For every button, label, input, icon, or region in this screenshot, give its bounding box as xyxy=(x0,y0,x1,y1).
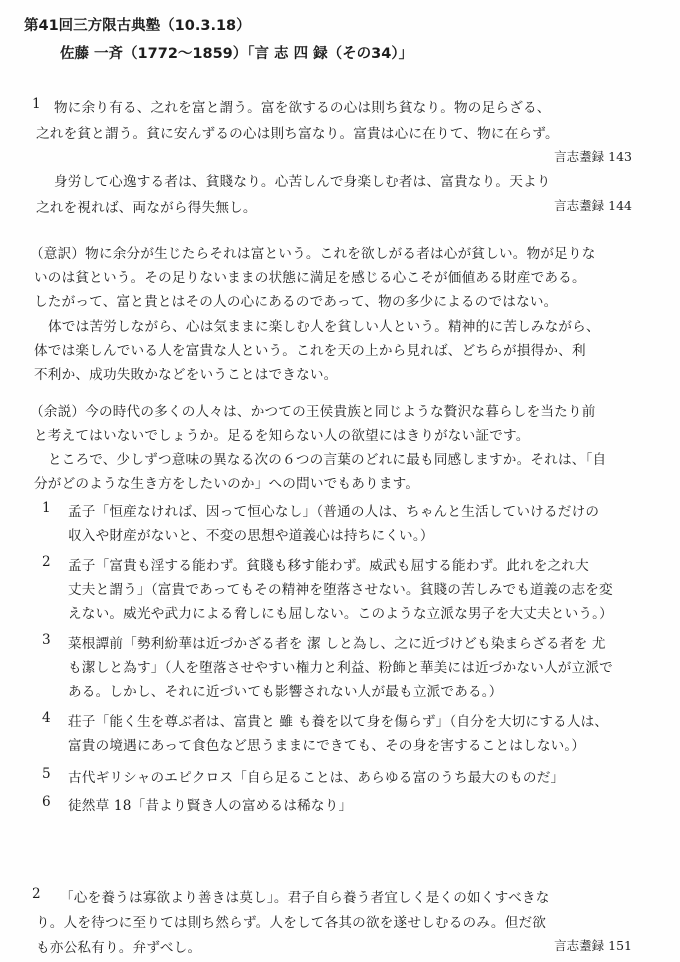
item-line: 菜根譚前「勢利紛華は近づかざる者を 潔 しと為し、之に近づけども染まらざる者を 尤 xyxy=(68,636,606,652)
iyaku-line: （意訳）物に余分が生じたらそれは富という。これを欲しがる者は心が貧しい。物が足りな xyxy=(30,246,596,262)
iyaku-line: 体では苦労しながら、心は気ままに楽しむ人を貧しい人という。精神的に苦しみながら、 xyxy=(48,319,600,335)
item-line: えない。威光や武力による脅しにも屈しない。このような立派な男子を大丈夫という。） xyxy=(68,606,613,622)
iyaku-line: いのは貧という。その足りないままの状態に満足を感じる心こそが価値ある財産である。 xyxy=(34,270,586,286)
author-title: 佐藤 一斉（1772～1859）「言 志 四 録（その34）」 xyxy=(60,46,414,62)
item-line: も潔しと為す」（人を堕落させやすい権力と利益、粉飾と華美には近づかない人が立派で xyxy=(68,660,613,676)
yosetsu-line: と考えてはいないでしょうか。足るを知らない人の欲望にはきりがない証です。 xyxy=(34,428,530,444)
yosetsu-line: ところで、少しずつ意味の異なる次の６つの言葉のどれに最も同感しますか。それは、「自 xyxy=(48,452,607,468)
item-number: 6 xyxy=(42,794,51,810)
item-number: 3 xyxy=(42,632,51,648)
section-1-source: 言志耋録 144 xyxy=(554,198,632,213)
section-2-source: 言志耋録 151 xyxy=(554,938,632,953)
item-line: 丈夫と謂う」（富貴であってもその精神を堕落させない。貧賤の苦しみでも道義の志を変 xyxy=(68,582,613,598)
section-1-line: 物に余り有る、之れを富と謂う。富を欲するの心は則ち貧なり。物の足らざる、 xyxy=(54,100,551,116)
item-number: 1 xyxy=(42,500,51,516)
item-line: ある。しかし、それに近づいても影響されない人が最も立派である。） xyxy=(68,684,503,700)
session-title: 第41回三方限古典塾（10.3.18） xyxy=(24,18,251,34)
section-1-line: 身労して心逸する者は、貧賤なり。心苦しんで身楽しむ者は、富貴なり。天より xyxy=(54,174,551,190)
section-2-line: 「心を養うは寡欲より善きは莫し」。君子自ら養う者宜しく是くの如くすべきな xyxy=(60,890,550,906)
iyaku-line: 不利か、成功失敗かなどをいうことはできない。 xyxy=(34,367,338,383)
item-number: 5 xyxy=(42,766,51,782)
item-line: 富貴の境遇にあって食色など思うままにできても、その身を害することはしない。） xyxy=(68,738,586,754)
item-line: 収入や財産がないと、不変の思想や道義心は持ちにくい。） xyxy=(68,528,434,544)
item-line: 徒然草 18「昔より賢き人の富めるは稀なり」 xyxy=(68,798,353,814)
section-1-number: 1 xyxy=(32,96,41,112)
item-number: 2 xyxy=(42,554,51,570)
item-line: 孟子「富貴も淫する能わず。貧賤も移す能わず。威武も屈する能わず。此れを之れ大 xyxy=(68,558,589,574)
item-line: 孟子「恒産なければ、因って恒心なし」（普通の人は、ちゃんと生活していけるだけの xyxy=(68,504,600,520)
yosetsu-line: （余説）今の時代の多くの人々は、かつての王侯貴族と同じような贅沢な暮らしを当たり前 xyxy=(30,404,596,420)
section-1-line: 之れを貧と謂う。貧に安んずるの心は則ち富なり。富貴は心に在りて、物に在らず。 xyxy=(36,126,559,142)
item-number: 4 xyxy=(42,710,51,726)
section-1-line: 之れを視れば、両ながら得失無し。 xyxy=(36,200,257,216)
iyaku-line: したがって、富と貴とはその人の心にあるのであって、物の多少によるのではない。 xyxy=(34,294,558,310)
item-line: 荘子「能く生を尊ぶ者は、富貴と 雖 も養を以て身を傷らず」（自分を大切にする人は、 xyxy=(68,714,609,730)
item-line: 古代ギリシャのエピクロス「自ら足ることは、あらゆる富のうち最大のものだ」 xyxy=(68,770,565,786)
section-2-number: 2 xyxy=(32,886,41,902)
iyaku-line: 体では楽しんでいる人を富貴な人という。これを天の上から見れば、どちらが損得か、利 xyxy=(34,343,586,359)
section-1-source: 言志耋録 143 xyxy=(554,149,632,164)
section-2-line: も亦公私有り。弁ずべし。 xyxy=(36,940,202,956)
yosetsu-line: 分がどのような生き方をしたいのか」への問いでもあります。 xyxy=(34,476,420,492)
section-2-line: り。人を待つに至りては則ち然らず。人をして各其の欲を遂せしむるのみ。但だ欲 xyxy=(36,915,547,931)
